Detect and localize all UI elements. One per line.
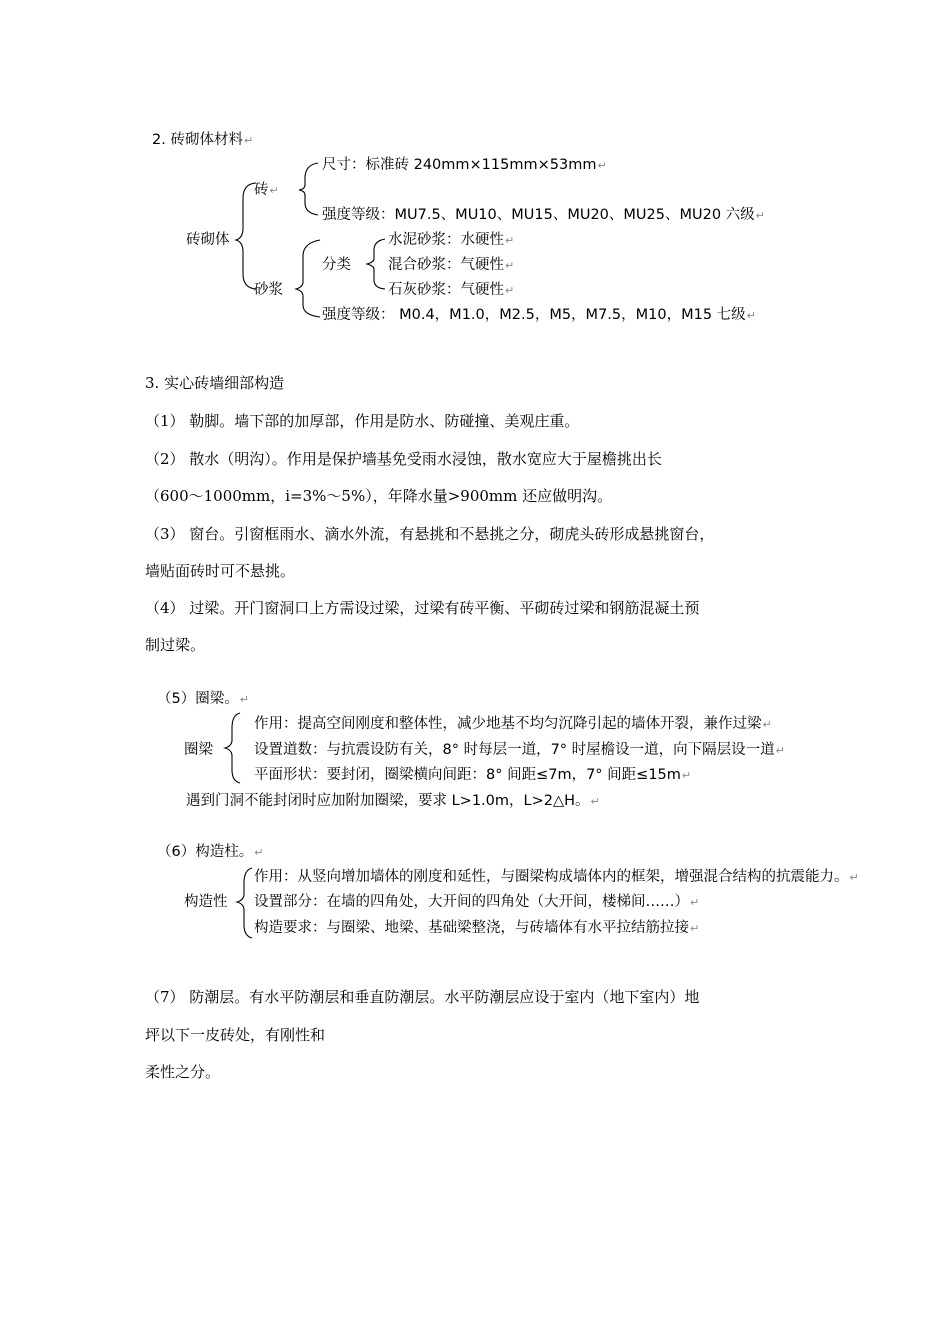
masonry-root-label: 砖砌体 xyxy=(186,232,230,248)
para-7-damp-proof-line3: 柔性之分。 xyxy=(145,1063,221,1081)
section-5-title: （5）圈梁。↵ xyxy=(157,691,249,707)
mortar-label: 砂浆 xyxy=(254,282,283,298)
ring-beam-item-function: 作用：提高空间刚度和整体性，减少地基不均匀沉降引起的墙体开裂，兼作过梁↵ xyxy=(254,716,772,732)
brace-classify xyxy=(367,239,385,289)
mortar-type-cement: 水泥砂浆：水硬性↵ xyxy=(388,232,515,248)
para-3-sill-line2: 墙贴面砖时可不悬挑。 xyxy=(145,562,296,580)
para-3-sill-line1: （3） 窗台。引窗框雨水、滴水外流，有悬挑和不悬挑之分，砌虎头砖形成悬挑窗台， xyxy=(145,525,715,543)
ring-beam-item-plan-shape: 平面形状：要封闭，圈梁横向间距：8° 间距≤7m，7° 间距≤15m↵ xyxy=(254,767,692,783)
column-item-requirement: 构造要求：与圈梁、地梁、基础梁整浇，与砖墙体有水平拉结筋拉接↵ xyxy=(254,920,700,936)
para-4-lintel-line2: 制过梁。 xyxy=(145,636,206,654)
brick-grade: 强度等级：MU7.5、MU10、MU15、MU20、MU25、MU20 六级↵ xyxy=(322,207,765,223)
para-2-apron-line1: （2） 散水（明沟）。作用是保护墙基免受雨水浸蚀，散水宽应大于屋檐挑出长 xyxy=(145,450,662,468)
brace-brick xyxy=(299,163,318,215)
brace-ring-beam xyxy=(225,713,240,783)
ring-beam-note: 遇到门洞不能封闭时应加附加圈梁，要求 L>1.0m，L>2△H。↵ xyxy=(186,793,600,809)
ring-beam-item-quantity: 设置道数：与抗震设防有关，8° 时每层一道，7° 时屋檐设一道，向下隔层设一道↵ xyxy=(254,742,785,758)
mortar-type-mixed: 混合砂浆：气硬性↵ xyxy=(388,257,515,273)
section-6-title: （6）构造柱。↵ xyxy=(157,844,264,860)
brace-constructional-column xyxy=(237,868,252,938)
brick-size: 尺寸：标准砖 240mm×115mm×53mm↵ xyxy=(322,157,607,173)
mortar-grade: 强度等级： M0.4，M1.0，M2.5，M5，M7.5，M10，M15 七级↵ xyxy=(322,307,756,323)
section-2-title: 2. 砖砌体材料↵ xyxy=(152,132,254,148)
brick-label: 砖↵ xyxy=(254,182,279,198)
para-2-apron-line2: （600～1000mm，i=3%～5%），年降水量>900mm 还应做明沟。 xyxy=(145,487,613,505)
column-item-function: 作用：从竖向增加墙体的刚度和延性，与圈梁构成墙体内的框架，增强混合结构的抗震能力。↵ xyxy=(254,869,859,885)
para-7-damp-proof-line2: 坪以下一皮砖处，有刚性和 xyxy=(145,1026,326,1044)
section-3-title: 3. 实心砖墙细部构造 xyxy=(145,374,285,392)
brace-masonry xyxy=(236,183,256,289)
column-label: 构造性 xyxy=(184,894,228,910)
para-1-plinth: （1） 勒脚。墙下部的加厚部，作用是防水、防碰撞、美观庄重。 xyxy=(145,412,580,430)
ring-beam-label: 圈梁 xyxy=(184,742,213,758)
mortar-type-lime: 石灰砂浆：气硬性↵ xyxy=(388,282,515,298)
mortar-classify-label: 分类 xyxy=(322,257,351,273)
para-4-lintel-line1: （4） 过梁。开门窗洞口上方需设过梁，过梁有砖平衡、平砌砖过梁和钢筋混凝土预 xyxy=(145,599,700,617)
brace-mortar xyxy=(296,240,320,317)
para-7-damp-proof-line1: （7） 防潮层。有水平防潮层和垂直防潮层。水平防潮层应设于室内（地下室内）地 xyxy=(145,988,700,1006)
column-item-location: 设置部分：在墙的四角处，大开间的四角处（大开间，楼梯间……）↵ xyxy=(254,894,700,910)
